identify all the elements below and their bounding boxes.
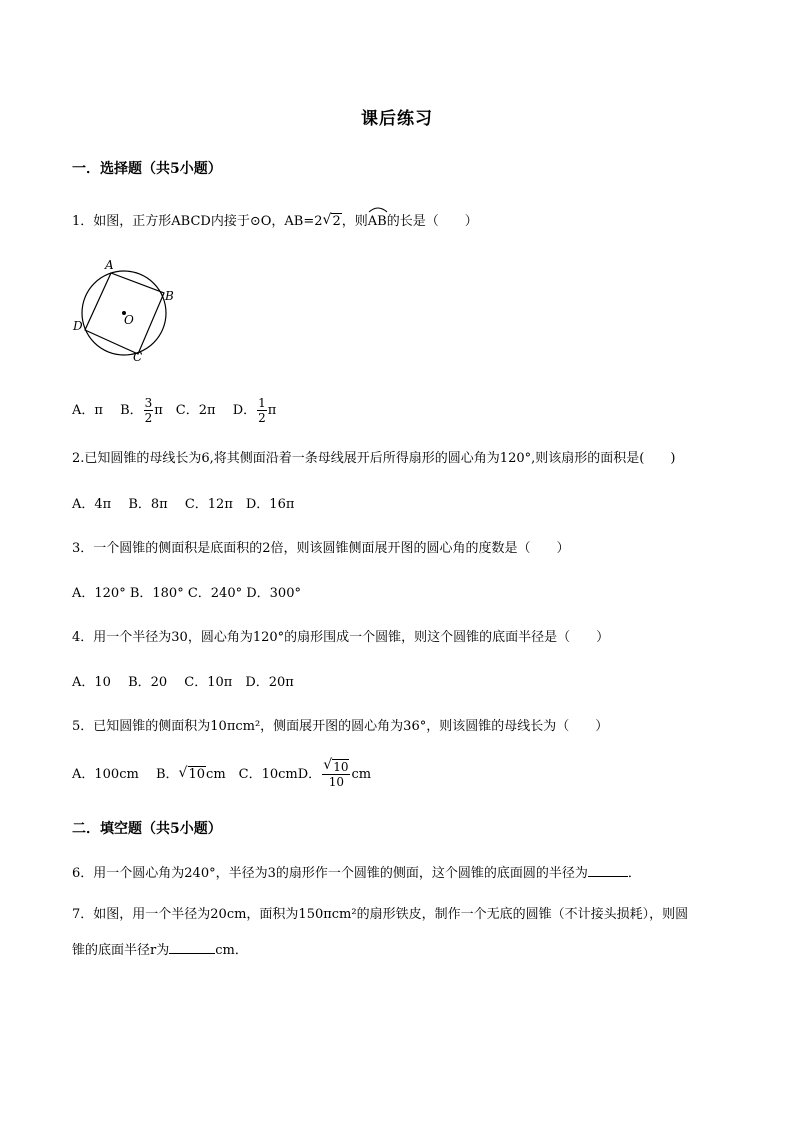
fraction-sqrt10-10: √ 10 10 [323, 757, 349, 789]
sqrt-10: √ 10 [178, 765, 206, 782]
label-d: D [73, 319, 83, 333]
question-4-options: A．10 B．20 C．10π D．20π [72, 675, 294, 690]
fraction-1-2: $\frac{1}{2}$ [258, 396, 266, 425]
question-1-options: A．π B． $\frac{3}{2}$ π C．2π D． $\frac{1}{2}$ π [72, 396, 277, 425]
circle-square-figure [72, 258, 182, 368]
page-title: 课后练习 [361, 109, 433, 129]
question-3-text: 3．一个圆锥的侧面积是底面积的2倍，则该圆锥侧面展开图的圆心角的度数是（ ） [72, 541, 570, 556]
question-5-options: A．100cm B． √ 10cm C．10cmD． √ 10 10 cm [72, 757, 372, 789]
question-2-text: 2.已知圆锥的母线长为6,将其侧面沿着一条母线展开后所得扇形的圆心角为120°,则该扇形的面积是( ) [72, 451, 676, 466]
arc-ab: AB [368, 211, 387, 231]
section-heading-choice: 一．选择题（共5小题） [72, 161, 222, 177]
question-1-text: 1．如图，正方形ABCD内接于⊙O，AB=2 [72, 214, 323, 229]
label-o: O [124, 313, 134, 327]
question-7-line-1: 7．如图，用一个半径为20cm，面积为150πcm²的扇形铁皮，制作一个无底的圆锥（不计接头损耗），则圆 [72, 907, 689, 922]
label-c: C [133, 350, 143, 364]
sqrt-symbol: √ 2 [322, 212, 341, 229]
question-2-options: A．4π B．8π C．12π D．16π [72, 497, 295, 512]
question-4-text: 4．用一个半径为30，圆心角为120°的扇形围成一个圆锥，则这个圆锥的底面半径是（ ） [72, 630, 610, 645]
answer-blank-6[interactable] [588, 862, 628, 877]
label-a: A [105, 258, 114, 272]
question-5-text: 5．已知圆锥的侧面积为10πcm²，侧面展开图的圆心角为36°，则该圆锥的母线长为（ ） [72, 719, 609, 734]
question-6: 6．用一个圆心角为240°，半径为3的扇形作一个圆锥的侧面，这个圆锥的底面圆的半径为 ． [72, 862, 641, 883]
answer-blank-7[interactable] [169, 939, 215, 954]
label-b: B [165, 289, 174, 303]
fraction-3-2: $\frac{3}{2}$ [144, 396, 153, 425]
question-7-line-2: 锥的底面半径r为 cm． [72, 939, 248, 960]
question-3-options: A．120° B．180° C．240° D．300° [72, 586, 301, 601]
question-1: 1．如图，正方形ABCD内接于⊙O，AB=2 √ 2，则 AB的长是（ ） [72, 211, 478, 231]
section-heading-fill: 二．填空题（共5小题） [72, 821, 222, 837]
